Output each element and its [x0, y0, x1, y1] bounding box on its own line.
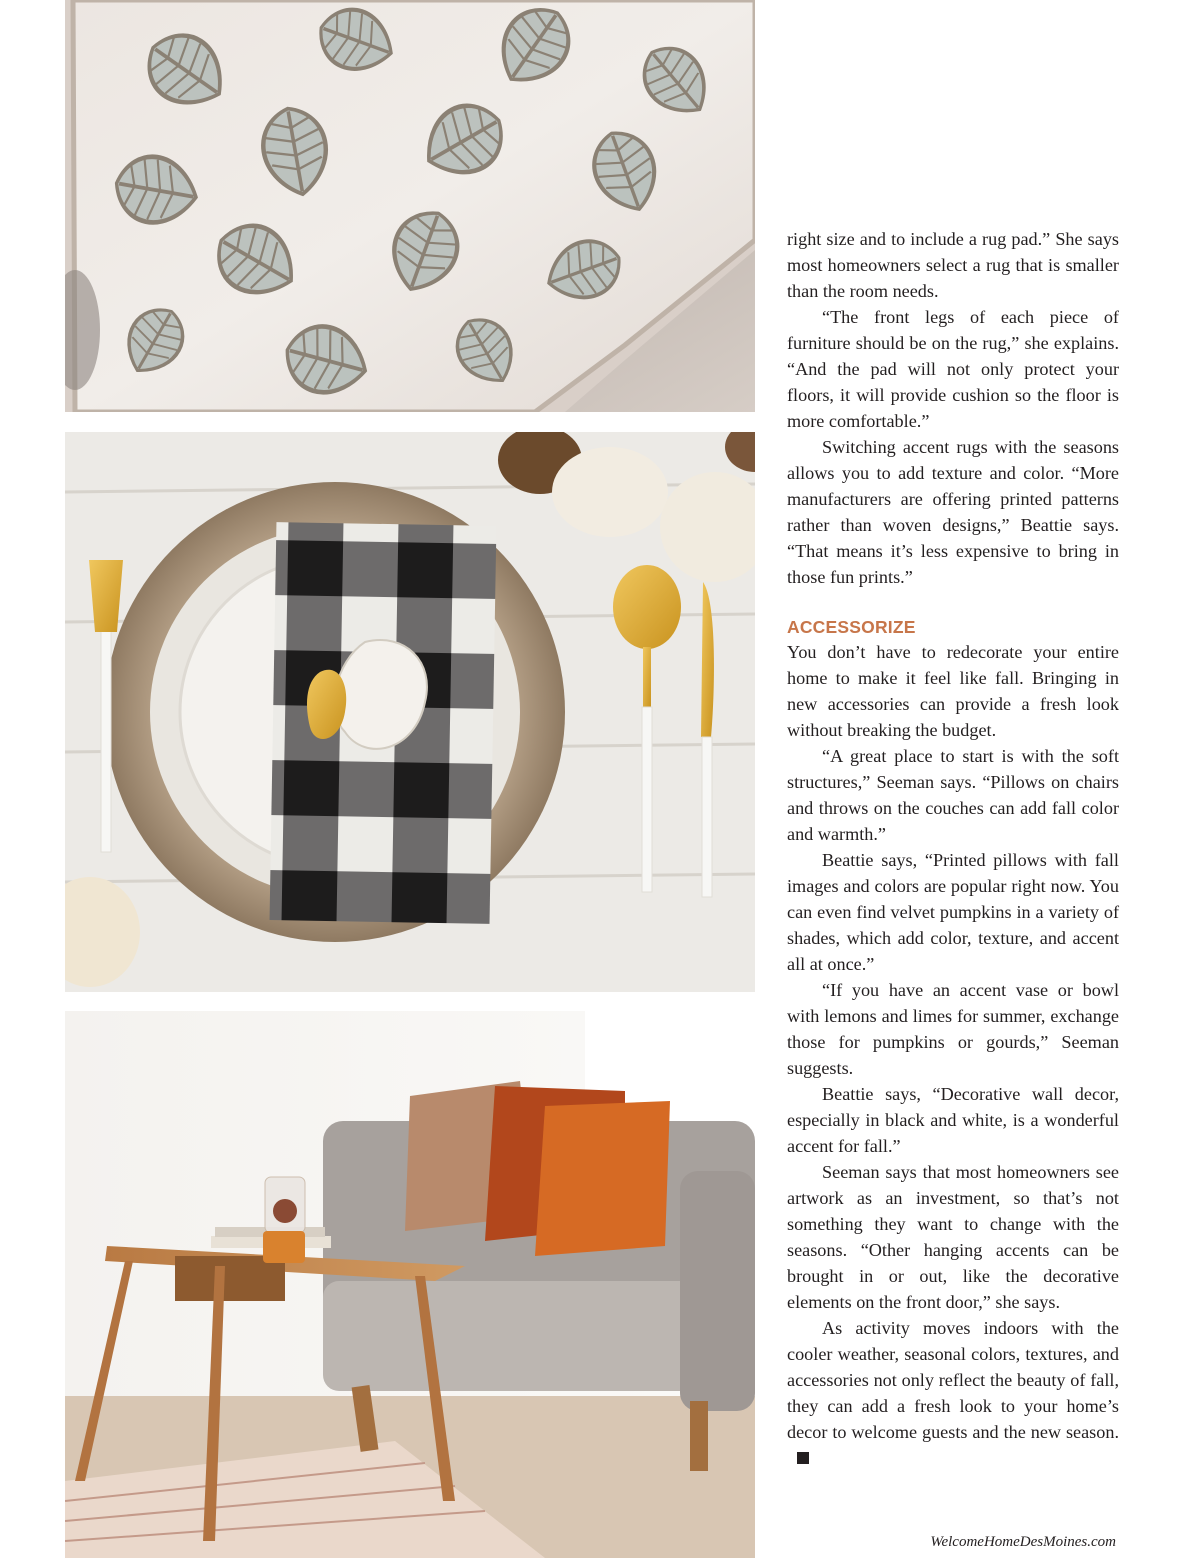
closing-paragraph-text: As activity moves indoors with the cooler weather, seasonal colors, textures, and accessories not only reflect the beauty of fall, they can add a fresh look to your home’s decor to welcome guests and the new season. — [787, 1318, 1119, 1442]
article-paragraph: Switching accent rugs with the seasons allows you to add texture and color. “More manufacturers are offering printed patterns rather than woven designs,” Beattie says. “That means it’s less expensive to bring in those fun prints.” — [787, 437, 1119, 587]
fall-table-setting-photo — [65, 432, 755, 992]
footer-website: WelcomeHomeDesMoines.com — [930, 1534, 1116, 1550]
section-heading: ACCESSORIZE — [787, 617, 916, 637]
rug-illustration — [65, 0, 755, 412]
article-paragraph: “If you have an accent vase or bowl with lemons and limes for summer, exchange those for pumpkins or gourds,” Seeman suggests. — [787, 980, 1119, 1078]
article-paragraph-last — [787, 1315, 1119, 1471]
article-paragraph: “A great place to start is with the soft structures,” Seeman says. “Pillows on chairs and throws on the couches can add fall color and warmth.” — [787, 746, 1119, 844]
article-paragraph: You don’t have to redecorate your entire home to make it feel like fall. Bringing in new accessories can provide a fresh look without breaking the budget. — [787, 642, 1119, 740]
article-body — [787, 226, 1119, 1471]
living-room-illustration — [65, 1011, 755, 1558]
article-paragraph: right size and to include a rug pad.” She says most homeowners select a rug that is smaller than the room needs. — [787, 229, 1119, 301]
article-paragraph: Beattie says, “Decorative wall decor, especially in black and white, is a wonderful accent for fall.” — [787, 1084, 1119, 1156]
article-paragraph: “The front legs of each piece of furniture should be on the rug,” she explains. “And the pad will not only protect your floors, it will provide cushion so the floor is more comfortable.” — [787, 307, 1119, 431]
end-of-article-mark — [797, 1452, 809, 1464]
article-paragraph: Beattie says, “Printed pillows with fall images and colors are popular right now. You can even find velvet pumpkins in a variety of shades, which add color, texture, and accent all at once.” — [787, 850, 1119, 974]
living-room-sofa-photo — [65, 1011, 755, 1558]
leaf-pattern-rug-photo — [65, 0, 755, 412]
table-setting-illustration — [65, 432, 755, 992]
article-paragraph: Seeman says that most homeowners see artwork as an investment, so that’s not something they want to change with the seasons. “Other hanging accents can be brought in or out, like the decorative elements on the front door,” she says. — [787, 1162, 1119, 1312]
